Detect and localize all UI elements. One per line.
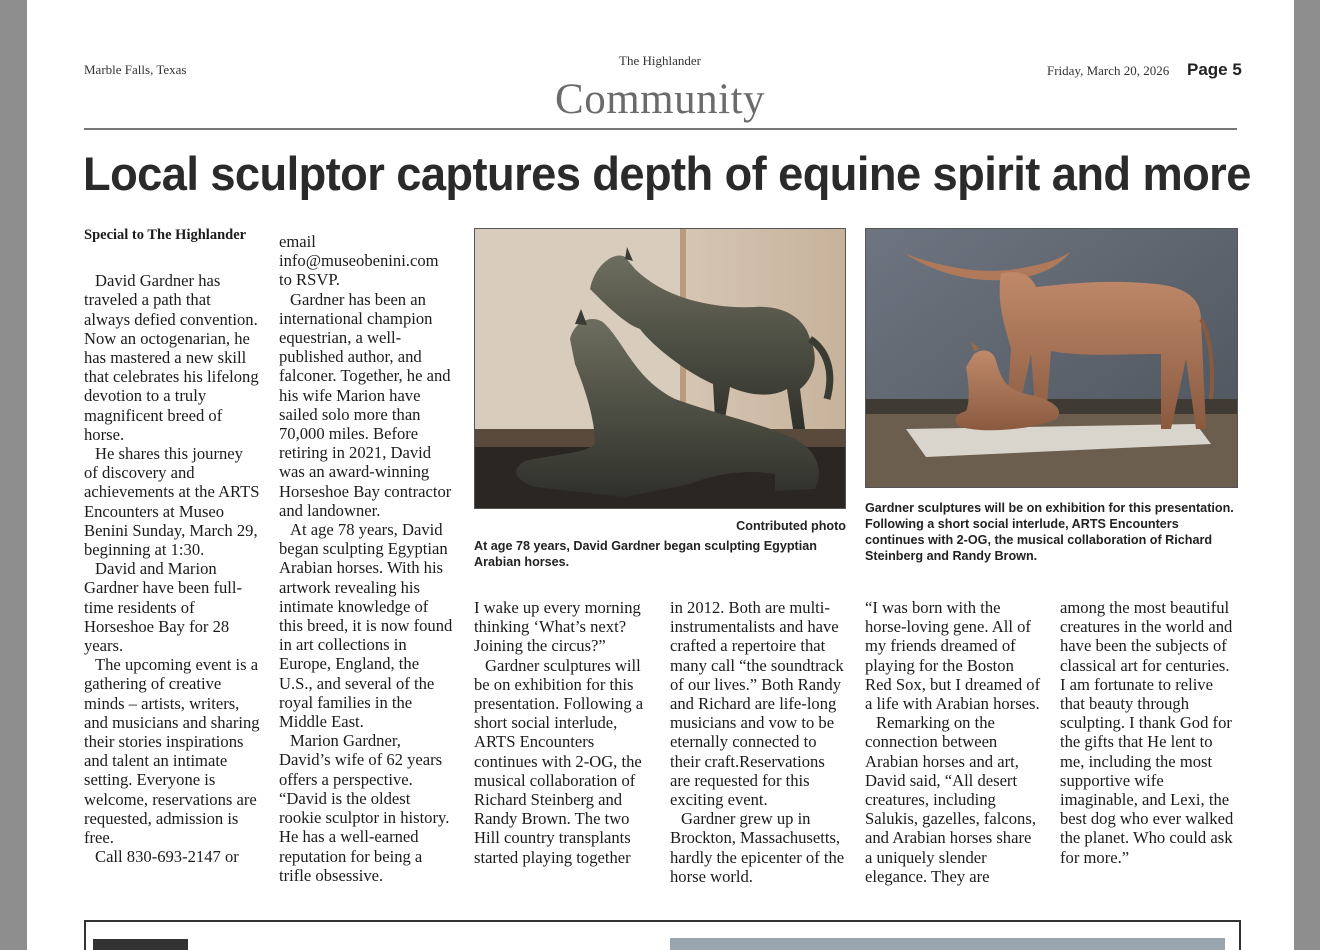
paragraph: Call 830-693-2147 or	[95, 847, 239, 867]
longhorn-sculpture-photo	[865, 228, 1238, 488]
paragraph: Gardner has been an international champion equestrian, a well-published author, and falconer. Together, he and his wife Marion have sailed solo more than 70,000 miles. Before retiring in 2021, David was an award-winning Horseshoe Bay contractor and landowner.	[279, 289, 452, 520]
horse-sculpture-image	[475, 229, 845, 508]
article-column-6	[1060, 598, 1236, 867]
header-divider	[84, 128, 1237, 130]
header-location: Marble Falls, Texas	[84, 62, 187, 77]
paragraph: David and Marion Gardner have been full-time residents of Horseshoe Bay for 28 years.	[84, 559, 243, 656]
paragraph: among the most beautiful creatures in the world and have been the subjects of classical art for centuries. I am fortunate to relive that beauty through sculpting. I thank God for the gifts that He lent to me, including the most supportive wife imaginable, and Lexi, the best dog who ever walked the planet. Who could ask for more.”	[1060, 598, 1234, 867]
page-number: Page 5	[1187, 60, 1242, 79]
article-column-1	[84, 226, 260, 867]
header-paper-name: The Highlander	[619, 53, 701, 68]
paragraph: I wake up every morning thinking ‘What’s next? Joining the circus?”	[474, 598, 641, 656]
paragraph: At age 78 years, David began sculpting Egyptian Arabian horses. With his artwork revealing his intimate knowledge of this breed, it is now found in art collections in Europe, England, the U.S., and several of the royal families in the Middle East.	[279, 520, 453, 732]
headline: Local sculptor captures depth of equine spirit and more	[83, 147, 1251, 200]
photo-credit: Contributed photo	[736, 519, 846, 533]
horse-photo-caption: At age 78 years, David Gardner began sculpting Egyptian Arabian horses.	[474, 539, 817, 569]
paragraph: Remarking on the connection between Arabian horses and art, David said, “All desert creatures, including Salukis, gazelles, falcons, and Arabian horses share a uniquely slender elegance. They are	[865, 713, 1036, 886]
newspaper-page	[27, 0, 1294, 950]
next-story-image-fragment	[670, 938, 1225, 950]
header-date: Friday, March 20, 2026	[1047, 63, 1170, 78]
article-column-3	[474, 598, 650, 867]
longhorn-sculpture-image	[866, 229, 1237, 487]
byline: Special to The Highlander	[84, 227, 247, 243]
article-column-4	[670, 598, 846, 886]
paragraph: David Gardner has traveled a path that always defied convention. Now an octogenarian, he has mastered a new skill that celebrates his lifelong devotion to a truly magnificent breed of horse.	[84, 271, 259, 444]
longhorn-photo-caption: Gardner sculptures will be on exhibition for this presentation. Following a short social interlude, ARTS Encounters continues with 2-OG, the musical collaboration of Richard Steinberg and Randy Brown.	[865, 501, 1234, 563]
paragraph: Gardner grew up in Brockton, Massachusetts, hardly the epicenter of the horse world.	[670, 809, 845, 886]
section-title: Community	[555, 76, 765, 123]
paragraph: “I was born with the horse-loving gene. All of my friends dreamed of playing for the Boston Red Sox, but I dreamed of a life with Arabian horses.	[865, 598, 1041, 714]
paragraph: email info@museobenini.com to RSVP.	[279, 232, 439, 290]
paragraph: Gardner sculptures will be on exhibition for this presentation. Following a short social interlude, ARTS Encounters continues with 2-OG, the musical collaboration of Richard Steinberg and Randy Brown. The two Hill country transplants started playing together	[474, 655, 644, 867]
paragraph: Marion Gardner, David’s wife of 62 years offers a perspective. “David is the oldest rookie sculptor in history. He has a well-earned reputation for being a trifle obsessive.	[279, 731, 450, 885]
paragraph: in 2012. Both are multi-instrumentalists and have crafted a repertoire that many call “the soundtrack of our lives.” Both Randy and Richard are life-long musicians and vow to be eternally connected to their craft.Reservations are requested for this exciting event.	[670, 598, 844, 810]
paragraph: He shares this journey of discovery and achievements at the ARTS Encounters at Museo Benini Sunday, March 29, beginning at 1:30.	[84, 444, 260, 560]
paragraph: The upcoming event is a gathering of creative minds – artists, writers, and musicians and sharing their stories inspirations and talent an intimate setting. Everyone is welcome, reservations are requested, admission is free.	[84, 655, 260, 848]
article-column-2	[279, 232, 455, 885]
next-story-heading-fragment	[91, 933, 201, 950]
horse-sculpture-photo	[474, 228, 846, 509]
article-column-5	[865, 598, 1041, 886]
